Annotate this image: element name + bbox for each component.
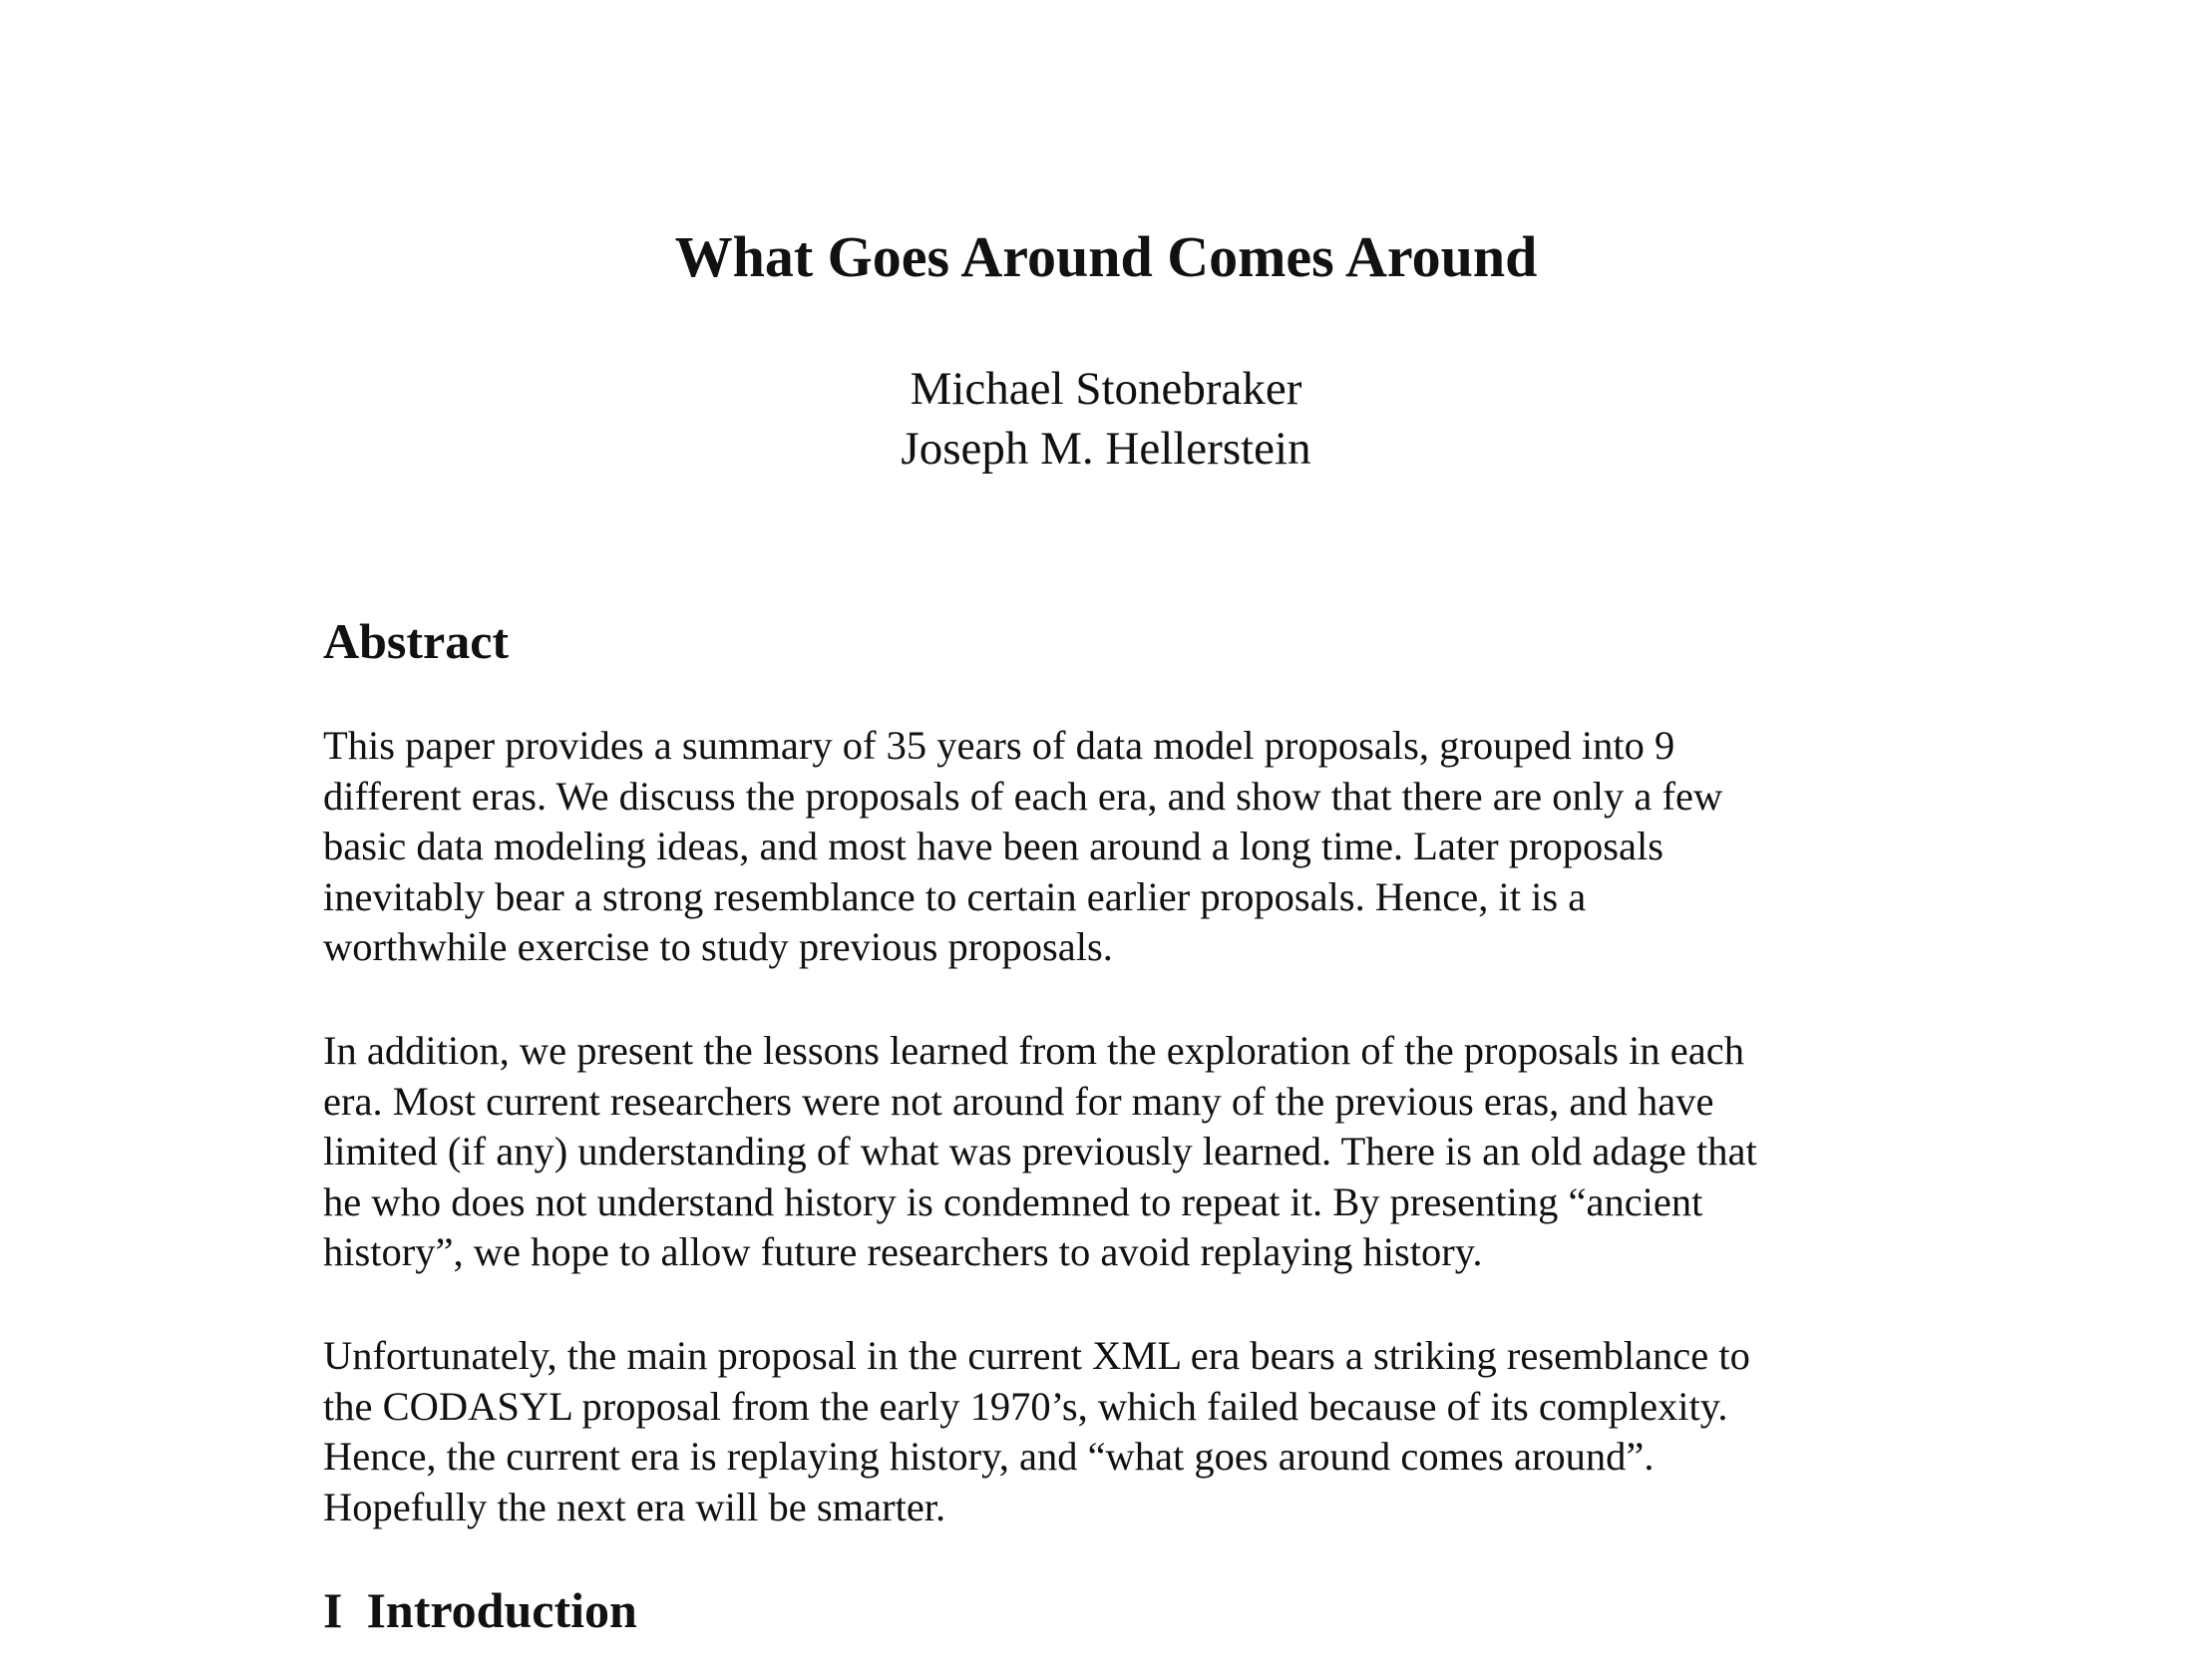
- text-line: inevitably bear a strong resemblance to certain earlier proposals. Hence, it is a: [323, 873, 1587, 919]
- author-name: Joseph M. Hellerstein: [901, 423, 1311, 475]
- text-line: Unfortunately, the main proposal in the current XML era bears a striking resemblance to: [323, 1333, 1750, 1378]
- text-line: Hence, the current era is replaying history, and “what goes around comes around”.: [323, 1434, 1655, 1479]
- text-line: era. Most current researchers were not around for many of the previous eras, and have: [323, 1078, 1714, 1124]
- text-line: In addition, we present the lessons learned from the exploration of the proposals in each: [323, 1028, 1744, 1073]
- text-line: Hopefully the next era will be smarter.: [323, 1484, 946, 1529]
- text-line: he who does not understand history is condemned to repeat it. By presenting “ancient: [323, 1178, 1703, 1224]
- text-line: the CODASYL proposal from the early 1970’s, which failed because of its complexity.: [323, 1383, 1728, 1429]
- author-name: Michael Stonebraker: [910, 363, 1302, 415]
- author-list: [0, 359, 2212, 479]
- abstract-heading: Abstract: [323, 613, 510, 669]
- abstract-paragraph-3: [323, 1331, 1899, 1532]
- text-line: history”, we hope to allow future researchers to avoid replaying history.: [323, 1229, 1483, 1274]
- abstract-paragraph-2: [323, 1026, 1899, 1278]
- section-number: I: [323, 1582, 343, 1638]
- introduction-heading: [323, 1575, 637, 1645]
- text-line: limited (if any) understanding of what was previously learned. There is an old adage that: [323, 1129, 1757, 1174]
- text-line: worthwhile exercise to study previous proposals.: [323, 924, 1113, 969]
- abstract-paragraph-1: [323, 721, 1899, 973]
- text-line: different eras. We discuss the proposals of each era, and show that there are only a few: [323, 773, 1723, 819]
- section-title: Introduction: [366, 1582, 637, 1638]
- paper-title: What Goes Around Comes Around: [674, 224, 1538, 289]
- text-line: basic data modeling ideas, and most have been around a long time. Later proposals: [323, 824, 1663, 868]
- text-line: This paper provides a summary of 35 years of data model proposals, grouped into 9: [323, 723, 1675, 768]
